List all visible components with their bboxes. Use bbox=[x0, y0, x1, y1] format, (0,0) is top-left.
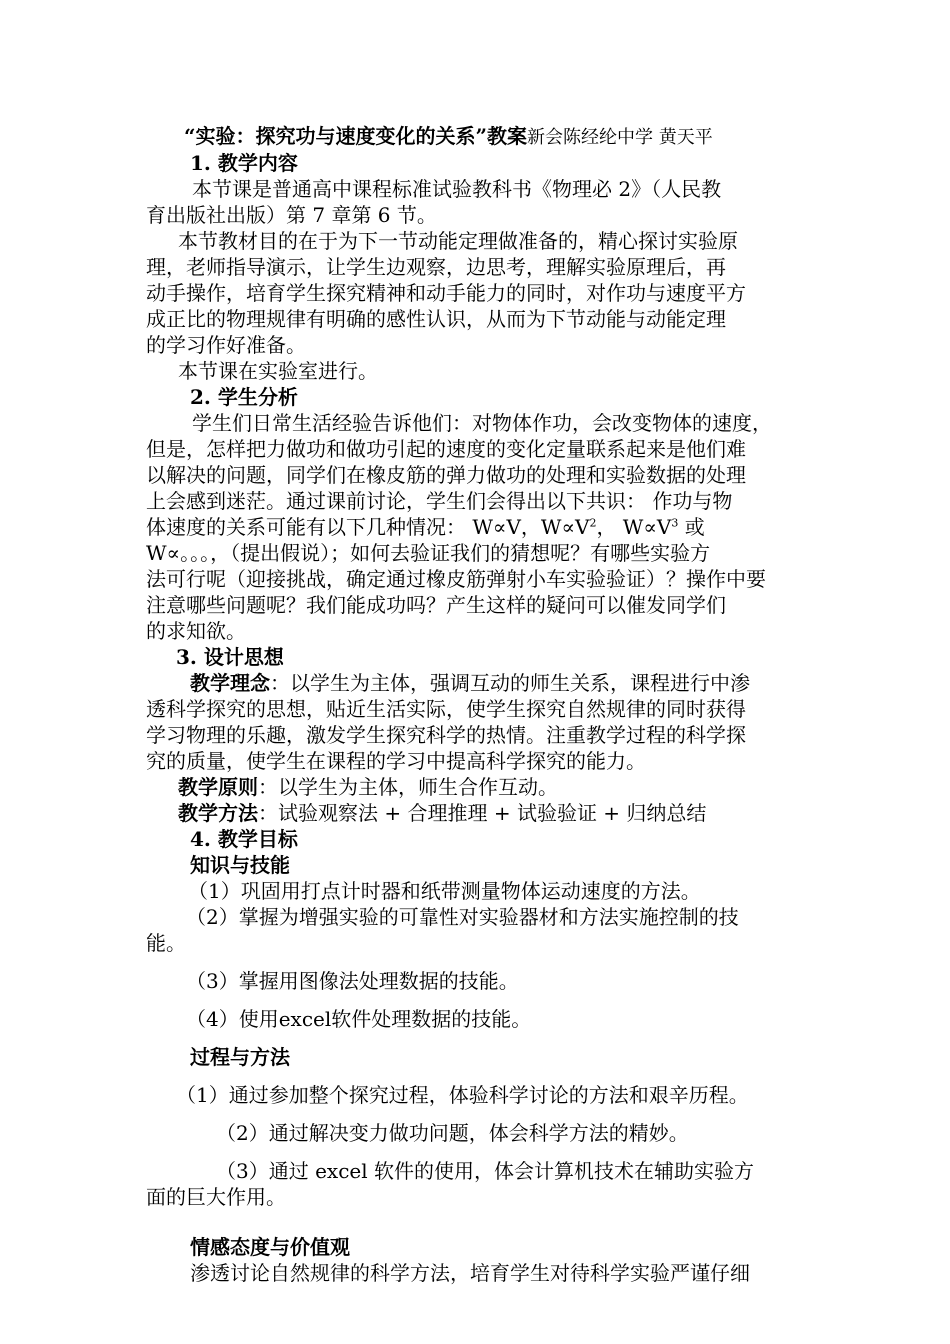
teaching-principle bbox=[146, 774, 808, 800]
document-title bbox=[146, 122, 808, 150]
exponent: 3 bbox=[671, 516, 679, 530]
teaching-principle-text: ：以学生为主体，师生合作互动。 bbox=[258, 775, 558, 799]
document-page bbox=[146, 122, 808, 1286]
formula-text: 体速度的关系可能有以下几种情况： W∝V，W∝V bbox=[146, 515, 590, 539]
list-item: （4）使用excel软件处理数据的技能。 bbox=[186, 1007, 532, 1031]
paragraph-line: 透科学探究的思想，贴近生活实际，使学生探究自然规律的同时获得 bbox=[146, 697, 746, 721]
paragraph-line: 本节课是普通高中课程标准试验教科书《物理必 2》（人民教 bbox=[192, 177, 722, 201]
formula-text: 或 bbox=[678, 515, 705, 539]
paragraph-line: 理，老师指导演示，让学生边观察，边思考，理解实验原理后，再 bbox=[146, 255, 726, 279]
paragraph-line: 法可行呢（迎接挑战，确定通过橡皮筋弹射小车实验验证）？操作中要 bbox=[146, 567, 766, 591]
paragraph-line: 成正比的物理规律有明确的感性认识，从而为下节动能与动能定理 bbox=[146, 307, 726, 331]
title-main: “实验：探究功与速度变化的关系”教案 bbox=[184, 124, 528, 148]
list-item: 面的巨大作用。 bbox=[146, 1185, 286, 1209]
paragraph-line: 的求知欲。 bbox=[146, 619, 246, 643]
paragraph-line: 动手操作，培育学生探究精神和动手能力的同时，对作功与速度平方 bbox=[146, 281, 746, 305]
exponent: 2 bbox=[589, 516, 597, 530]
list-item: （1）巩固用打点计时器和纸带测量物体运动速度的方法。 bbox=[188, 879, 701, 903]
teaching-method-label: 教学方法 bbox=[178, 801, 258, 825]
section-heading-4: 4. 教学目标 bbox=[190, 827, 298, 851]
list-item: （2）通过解决变力做功问题，体会科学方法的精妙。 bbox=[216, 1121, 689, 1145]
teaching-principle-label: 教学原则 bbox=[178, 775, 258, 799]
subheading-attitude: 情感态度与价值观 bbox=[190, 1235, 350, 1259]
paragraph-line: 育出版社出版）第 7 章第 6 节。 bbox=[146, 203, 437, 227]
teaching-idea-label: 教学理念 bbox=[190, 671, 270, 695]
paragraph-line: 渗透讨论自然规律的科学方法，培育学生对待科学实验严谨仔细 bbox=[190, 1261, 750, 1285]
list-item: （1）通过参加整个探究过程，体验科学讨论的方法和艰辛历程。 bbox=[176, 1083, 749, 1107]
paragraph-line: 本节教材目的在于为下一节动能定理做准备的，精心探讨实验原 bbox=[178, 229, 738, 253]
paragraph-line: 究的质量，使学生在课程的学习中提高科学探究的能力。 bbox=[146, 749, 646, 773]
paragraph-line: 本节课在实验室进行。 bbox=[178, 359, 378, 383]
paragraph-line: 学习物理的乐趣，激发学生探究科学的热情。注重教学过程的科学探 bbox=[146, 723, 746, 747]
list-item: （3）通过 excel 软件的使用，体会计算机技术在辅助实验方 bbox=[216, 1159, 754, 1183]
section-heading-3: 3. 设计思想 bbox=[176, 645, 284, 669]
teaching-method bbox=[146, 800, 808, 826]
subheading-knowledge: 知识与技能 bbox=[190, 853, 290, 877]
list-item: （3）掌握用图像法处理数据的技能。 bbox=[186, 969, 519, 993]
teaching-idea-text: ：以学生为主体，强调互动的师生关系，课程进行中渗 bbox=[270, 671, 750, 695]
section-heading-1: 1. 教学内容 bbox=[190, 151, 298, 175]
title-author: 新会陈经纶中学 黄天平 bbox=[527, 127, 713, 148]
paragraph-line-formula bbox=[146, 514, 808, 540]
paragraph-line: 上会感到迷茫。通过课前讨论，学生们会得出以下共识： 作功与物 bbox=[146, 489, 733, 513]
teaching-idea bbox=[146, 670, 808, 696]
section-heading-2: 2. 学生分析 bbox=[190, 385, 298, 409]
list-item: （2）掌握为增强实验的可靠性对实验器材和方法实施控制的技 bbox=[186, 905, 739, 929]
subheading-process: 过程与方法 bbox=[190, 1045, 290, 1069]
paragraph-line: 学生们日常生活经验告诉他们：对物体作功，会改变物体的速度， bbox=[192, 411, 772, 435]
teaching-method-text: ：试验观察法 + 合理推理 + 试验验证 + 归纳总结 bbox=[258, 801, 707, 825]
list-item: 能。 bbox=[146, 931, 186, 955]
paragraph-line: 的学习作好准备。 bbox=[146, 333, 306, 357]
paragraph-line: 注意哪些问题呢？我们能成功吗？产生这样的疑问可以催发同学们 bbox=[146, 593, 726, 617]
formula-text: ， W∝V bbox=[596, 515, 672, 539]
paragraph-line: 但是，怎样把力做功和做功引起的速度的变化定量联系起来是他们难 bbox=[146, 437, 746, 461]
paragraph-line: 以解决的问题，同学们在橡皮筋的弹力做功的处理和实验数据的处理 bbox=[146, 463, 746, 487]
paragraph-line: W∝。。。，（提出假说）；如何去验证我们的猜想呢？有哪些实验方 bbox=[146, 541, 711, 565]
